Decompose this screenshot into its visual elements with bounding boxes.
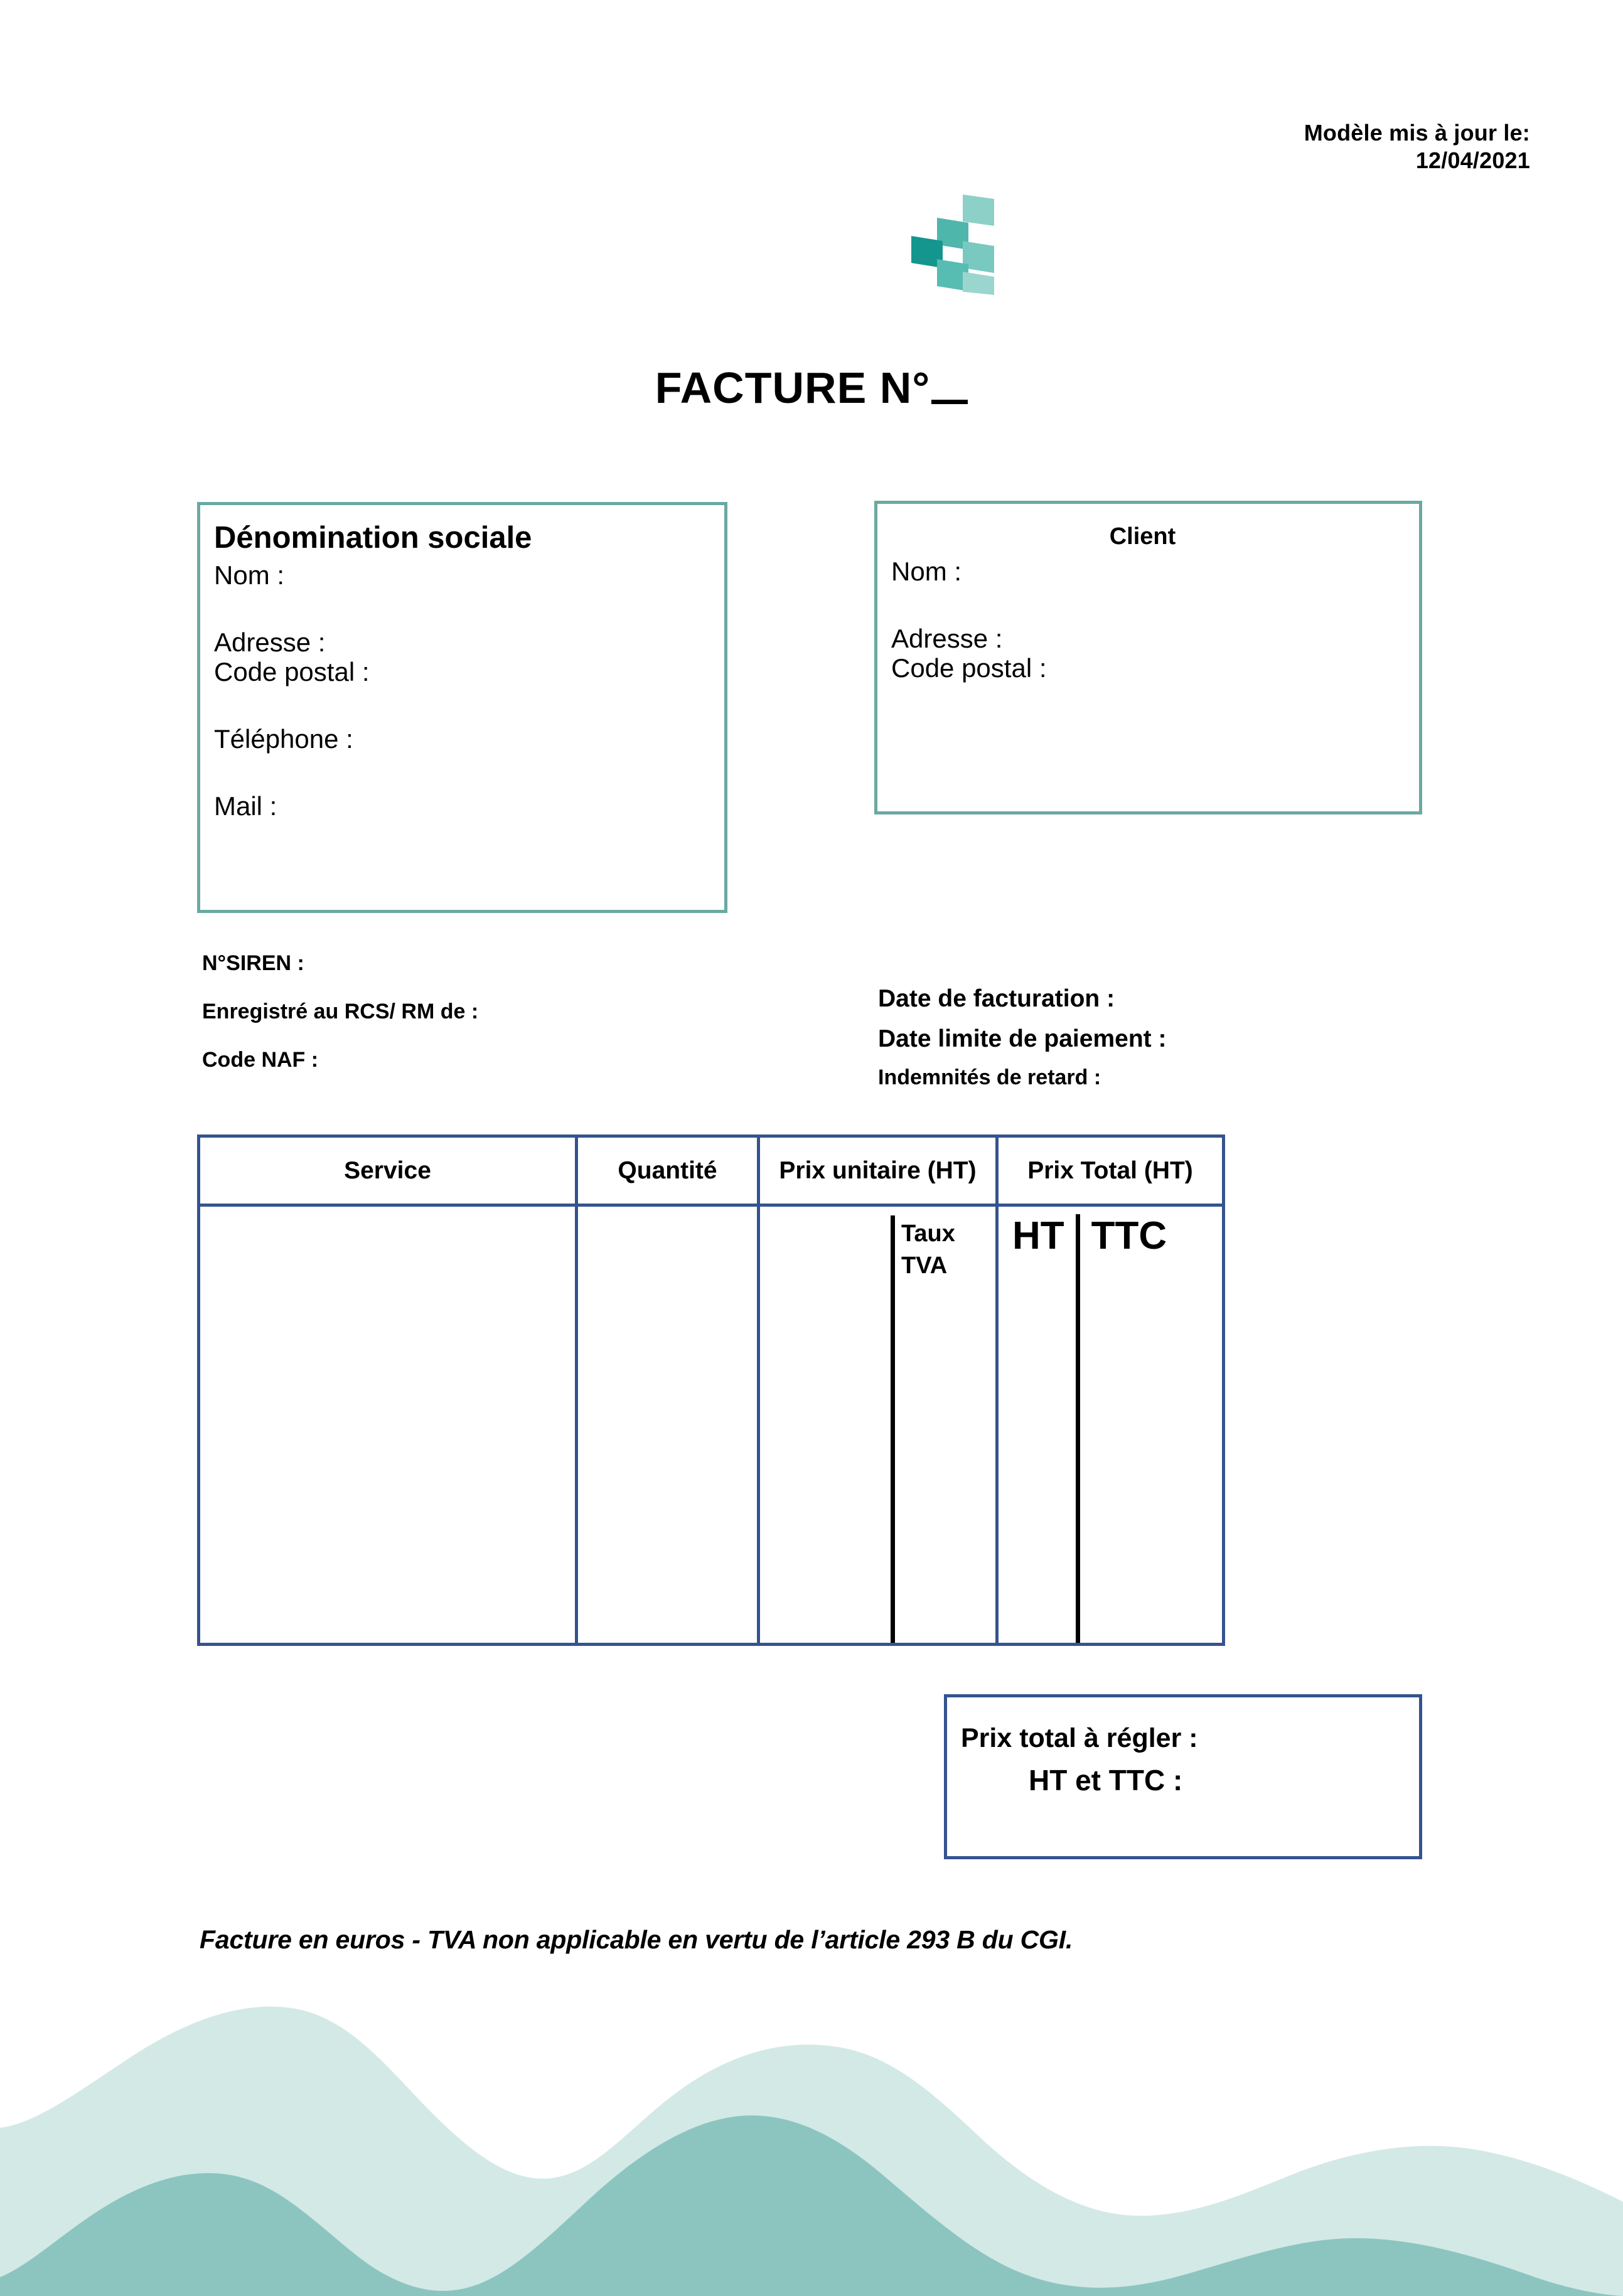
company-info-box (197, 502, 727, 913)
table-header-service: Service (200, 1138, 578, 1204)
template-update-date: 12/04/2021 (1415, 147, 1530, 173)
footer-legal-note: Facture en euros - TVA non applicable en vertu de l’article 293 B du CGI. (200, 1925, 1073, 1954)
company-field-telephone: Téléphone : (214, 724, 353, 754)
cell-quantite[interactable] (578, 1207, 760, 1643)
table-body-row (200, 1207, 1222, 1643)
cell-service[interactable] (200, 1207, 578, 1643)
company-logo-icon (911, 191, 1005, 295)
grand-total-label: Prix total à régler : (961, 1723, 1198, 1753)
table-header-row (200, 1138, 1222, 1207)
taux-tva-label: Taux TVA (901, 1220, 955, 1279)
legal-identifiers-block (202, 953, 478, 1097)
grand-total-box (944, 1694, 1422, 1859)
ttc-label: TTC (1091, 1214, 1167, 1257)
table-header-prix-unitaire: Prix unitaire (HT) (760, 1138, 999, 1204)
invoice-number-blank (931, 400, 968, 404)
template-update-label: Modèle mis à jour le: (1304, 120, 1530, 146)
legal-rcs: Enregistré au RCS/ RM de : (202, 1000, 479, 1023)
page-title (0, 363, 1623, 413)
cell-prix-total[interactable] (999, 1207, 1222, 1643)
spacer (891, 586, 1419, 624)
due-date-label: Date limite de paiement : (878, 1025, 1167, 1052)
company-heading: Dénomination sociale (214, 521, 532, 555)
table-header-prix-total: Prix Total (HT) (1027, 1156, 1193, 1184)
spacer (214, 590, 724, 627)
items-table (197, 1135, 1225, 1646)
company-field-mail: Mail : (214, 791, 277, 821)
company-field-nom: Nom : (214, 560, 285, 590)
taux-tva-group (891, 1215, 955, 1643)
table-header-quantite: Quantité (578, 1138, 760, 1204)
dates-block (878, 986, 1166, 1088)
cell-prix-unitaire[interactable] (760, 1207, 999, 1643)
template-update-block (1304, 119, 1530, 174)
client-field-code-postal: Code postal : (891, 653, 1047, 683)
company-field-adresse: Adresse : (214, 627, 326, 657)
company-field-code-postal: Code postal : (214, 656, 370, 686)
client-field-nom: Nom : (891, 556, 962, 586)
page-title-text: FACTURE N° (655, 363, 931, 412)
ht-ttc-group (1012, 1214, 1167, 1643)
decorative-waves (0, 1995, 1623, 2296)
client-field-adresse: Adresse : (891, 623, 1003, 653)
taux-tva-divider (891, 1215, 895, 1643)
invoice-date-label: Date de facturation : (878, 985, 1115, 1012)
spacer (214, 686, 724, 724)
ht-label: HT (1012, 1214, 1064, 1257)
ht-ttc-divider (1076, 1214, 1080, 1643)
client-heading: Client (1109, 523, 1176, 550)
spacer (214, 754, 724, 791)
legal-siren: N°SIREN : (202, 951, 304, 975)
late-penalty-label: Indemnités de retard : (878, 1065, 1101, 1089)
client-info-box (874, 501, 1422, 814)
grand-total-ht-ttc-label: HT et TTC : (1029, 1764, 1183, 1797)
legal-naf: Code NAF : (202, 1048, 319, 1072)
